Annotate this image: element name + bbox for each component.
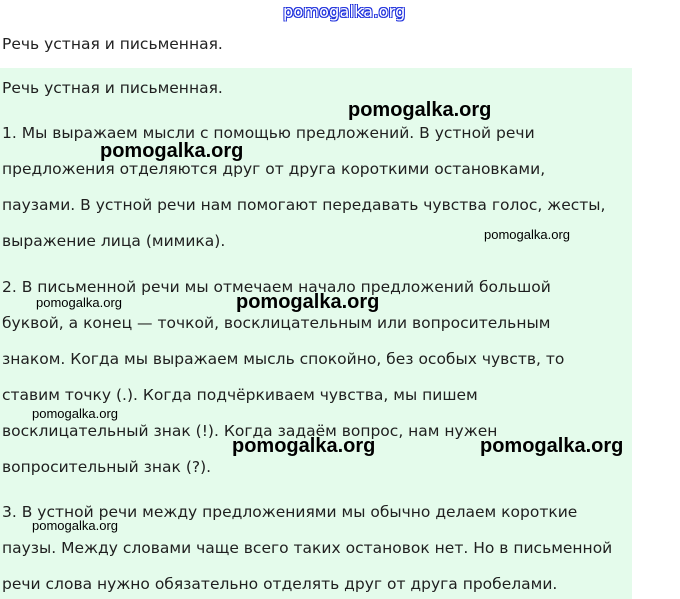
text-line: предложения отделяются друг от друга короткими остановками, — [2, 160, 546, 178]
answer-heading: Речь устная и письменная. — [2, 79, 223, 97]
watermark: pomogalka.org — [236, 291, 380, 313]
text-line: 2. В письменной речи мы отмечаем начало предложений большой — [2, 278, 551, 296]
page-title: Речь устная и письменная. — [2, 35, 223, 53]
text-line: 1. Мы выражаем мысли с помощью предложений. В устной речи — [2, 124, 535, 142]
watermark: pomogalka.org — [32, 406, 118, 421]
watermark: pomogalka.org — [484, 227, 570, 242]
text-line: знаком. Когда мы выражаем мысль спокойно, без особых чувств, то — [2, 350, 565, 368]
text-line: 3. В устной речи между предложениями мы обычно делаем короткие — [2, 503, 578, 521]
text-line: речи слова нужно обязательно отделять друг от друга пробелами. — [2, 575, 558, 593]
text-line: выражение лица (мимика). — [2, 232, 226, 250]
watermark: pomogalka.org — [36, 295, 122, 310]
text-line: вопросительный знак (?). — [2, 458, 212, 476]
text-line: паузами. В устной речи нам помогают передавать чувства голос, жесты, — [2, 196, 606, 214]
text-line: ставим точку (.). Когда подчёркиваем чувства, мы пишем — [2, 386, 478, 404]
watermark: pomogalka.org — [480, 435, 624, 457]
watermark: pomogalka.org — [348, 99, 492, 121]
text-line: буквой, а конец — точкой, восклицательным или вопросительным — [2, 314, 551, 332]
watermark: pomogalka.org — [100, 140, 244, 162]
site-logo[interactable]: pomogalka.org — [283, 2, 406, 21]
text-line: паузы. Между словами чаще всего таких остановок нет. Но в письменной — [2, 539, 613, 557]
text-line: восклицательный знак (!). Когда задаём вопрос, нам нужен — [2, 422, 498, 440]
watermark: pomogalka.org — [32, 518, 118, 533]
watermark: pomogalka.org — [232, 435, 376, 457]
